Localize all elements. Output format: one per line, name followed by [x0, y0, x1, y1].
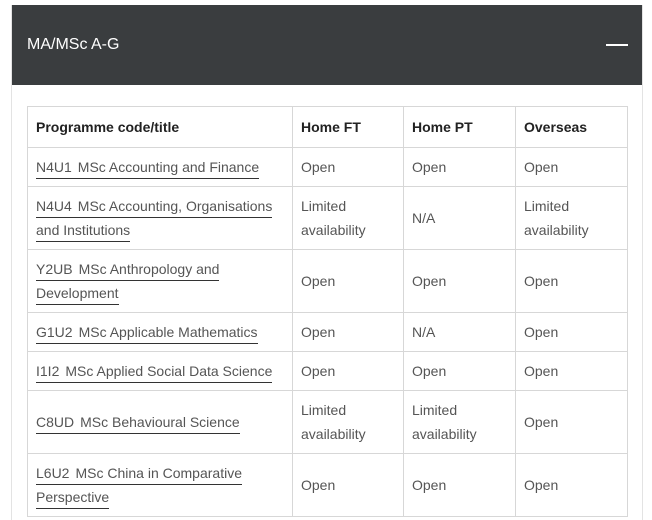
programme-code: L6U2 [36, 465, 70, 481]
home-pt-status: N/A [404, 187, 516, 250]
home-ft-status: Open [293, 250, 404, 313]
programme-title: MSc Applied Social Data Science [65, 363, 273, 379]
programme-link[interactable] [36, 465, 242, 509]
column-header-home-pt: Home PT [404, 107, 516, 148]
home-pt-status: Open [404, 148, 516, 187]
table-row [28, 187, 628, 250]
programme-title: MSc Anthropology and Development [36, 261, 220, 301]
panel-content [12, 85, 642, 517]
overseas-status: Open [516, 352, 628, 391]
programme-code: I1I2 [36, 363, 60, 379]
programme-code: N4U4 [36, 198, 72, 214]
programme-title: MSc Behavioural Science [80, 414, 240, 430]
home-ft-status: Open [293, 313, 404, 352]
overseas-status: Open [516, 454, 628, 517]
column-header-home-ft: Home FT [293, 107, 404, 148]
table-row [28, 148, 628, 187]
programme-code: Y2UB [36, 261, 73, 277]
table-row [28, 391, 628, 454]
table-header-row [28, 107, 628, 148]
table-body [28, 148, 628, 517]
overseas-status: Open [516, 391, 628, 454]
programme-cell [28, 313, 293, 352]
programme-link[interactable] [36, 363, 272, 383]
programme-link[interactable] [36, 414, 240, 434]
programme-cell [28, 250, 293, 313]
home-pt-status: Open [404, 250, 516, 313]
table-row [28, 250, 628, 313]
home-pt-status: Open [404, 352, 516, 391]
programme-cell [28, 454, 293, 517]
home-ft-status: Open [293, 352, 404, 391]
programme-title: MSc China in Comparative Perspective [36, 465, 242, 505]
panel-title: MA/MSc A-G [27, 36, 120, 53]
minus-icon[interactable] [606, 34, 628, 56]
programme-code: G1U2 [36, 324, 73, 340]
table-row [28, 352, 628, 391]
programme-title: MSc Accounting, Organisations and Institutions [36, 198, 273, 238]
programme-code: C8UD [36, 414, 75, 430]
programme-cell [28, 352, 293, 391]
programme-cell [28, 391, 293, 454]
programme-link[interactable] [36, 324, 258, 344]
column-header-programme: Programme code/title [28, 107, 293, 148]
home-ft-status: Open [293, 454, 404, 517]
programme-cell [28, 148, 293, 187]
home-ft-status: Limited availability [293, 391, 404, 454]
overseas-status: Open [516, 148, 628, 187]
accordion-header[interactable] [12, 5, 642, 85]
programme-link[interactable] [36, 261, 219, 305]
home-ft-status: Open [293, 148, 404, 187]
programme-link[interactable] [36, 198, 272, 242]
programme-link[interactable] [36, 159, 259, 179]
home-pt-status: Limited availability [404, 391, 516, 454]
programme-code: N4U1 [36, 159, 72, 175]
overseas-status: Open [516, 250, 628, 313]
table-row [28, 454, 628, 517]
home-ft-status: Limited availability [293, 187, 404, 250]
overseas-status: Limited availability [516, 187, 628, 250]
programme-title: MSc Accounting and Finance [77, 159, 260, 175]
programme-title: MSc Applicable Mathematics [78, 324, 258, 340]
home-pt-status: Open [404, 454, 516, 517]
accordion-panel [11, 5, 643, 520]
table-row [28, 313, 628, 352]
overseas-status: Open [516, 313, 628, 352]
column-header-overseas: Overseas [516, 107, 628, 148]
home-pt-status: N/A [404, 313, 516, 352]
programmes-table [27, 106, 628, 517]
programme-cell [28, 187, 293, 250]
